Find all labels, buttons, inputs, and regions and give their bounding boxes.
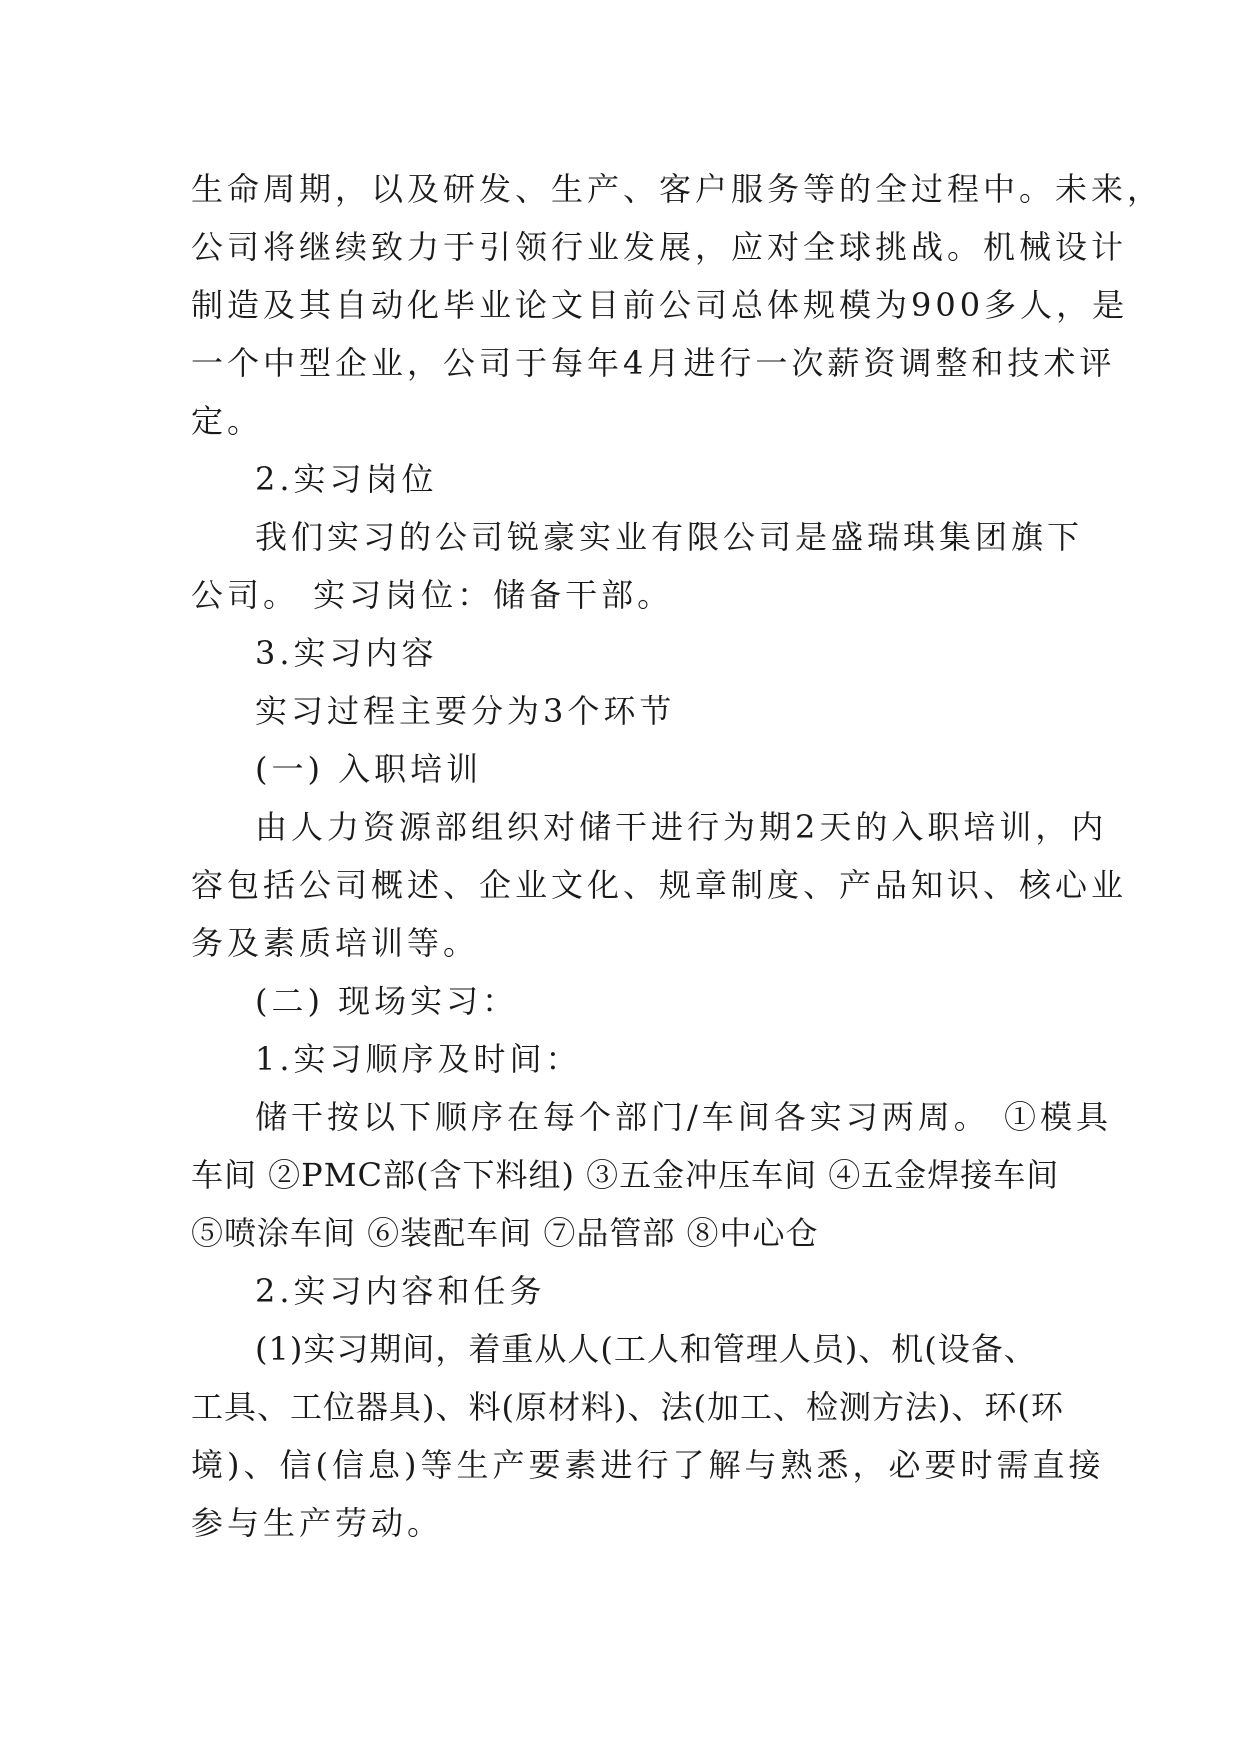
text-line: 由人力资源部组织对储干进行为期2天的入职培训，内	[255, 808, 1108, 846]
item-heading-content-tasks: 2.实习内容和任务	[255, 1272, 546, 1310]
item-heading-order-time: 1.实习顺序及时间：	[255, 1040, 582, 1078]
text-line: 境)、信(信息)等生产要素进行了解与熟悉，必要时需直接	[191, 1446, 1105, 1484]
text-line: 一个中型企业，公司于每年4月进行一次薪资调整和技术评	[191, 344, 1116, 382]
text-line: ⑤喷涂车间 ⑥装配车间 ⑦品管部 ⑧中心仓	[191, 1214, 819, 1252]
text-line: 公司。 实习岗位：储备干部。	[191, 576, 674, 614]
text-line: 容包括公司概述、企业文化、规章制度、产品知识、核心业	[191, 866, 1128, 904]
subsection-heading-onboarding: (一) 入职培训	[255, 750, 483, 788]
document-body	[191, 160, 1164, 1552]
text-line: 定。	[191, 402, 264, 440]
text-line: 实习过程主要分为3个环节	[255, 692, 676, 730]
section-heading-internship-position: 2.实习岗位	[255, 460, 438, 498]
text-line: 储干按以下顺序在每个部门/车间各实习两周。 ①模具	[255, 1098, 1112, 1136]
text-line: 生命周期，以及研发、生产、客户服务等的全过程中。未来，	[191, 170, 1164, 208]
text-line: 车间 ②PMC部(含下料组) ③五金冲压车间 ④五金焊接车间	[191, 1156, 1060, 1194]
section-heading-internship-content: 3.实习内容	[255, 634, 438, 672]
text-line: 务及素质培训等。	[191, 924, 480, 962]
text-line: 制造及其自动化毕业论文目前公司总体规模为900多人，是	[191, 286, 1129, 324]
text-line: 参与生产劳动。	[191, 1504, 444, 1542]
text-line: (1)实习期间，着重从人(工人和管理人员)、机(设备、	[255, 1330, 1037, 1368]
subsection-heading-onsite: (二) 现场实习：	[255, 982, 519, 1020]
text-line: 我们实习的公司锐豪实业有限公司是盛瑞琪集团旗下	[255, 518, 1084, 556]
text-line: 工具、工位器具)、料(原材料)、法(加工、检测方法)、环(环	[191, 1388, 1064, 1426]
text-line: 公司将继续致力于引领行业发展，应对全球挑战。机械设计	[191, 228, 1128, 266]
